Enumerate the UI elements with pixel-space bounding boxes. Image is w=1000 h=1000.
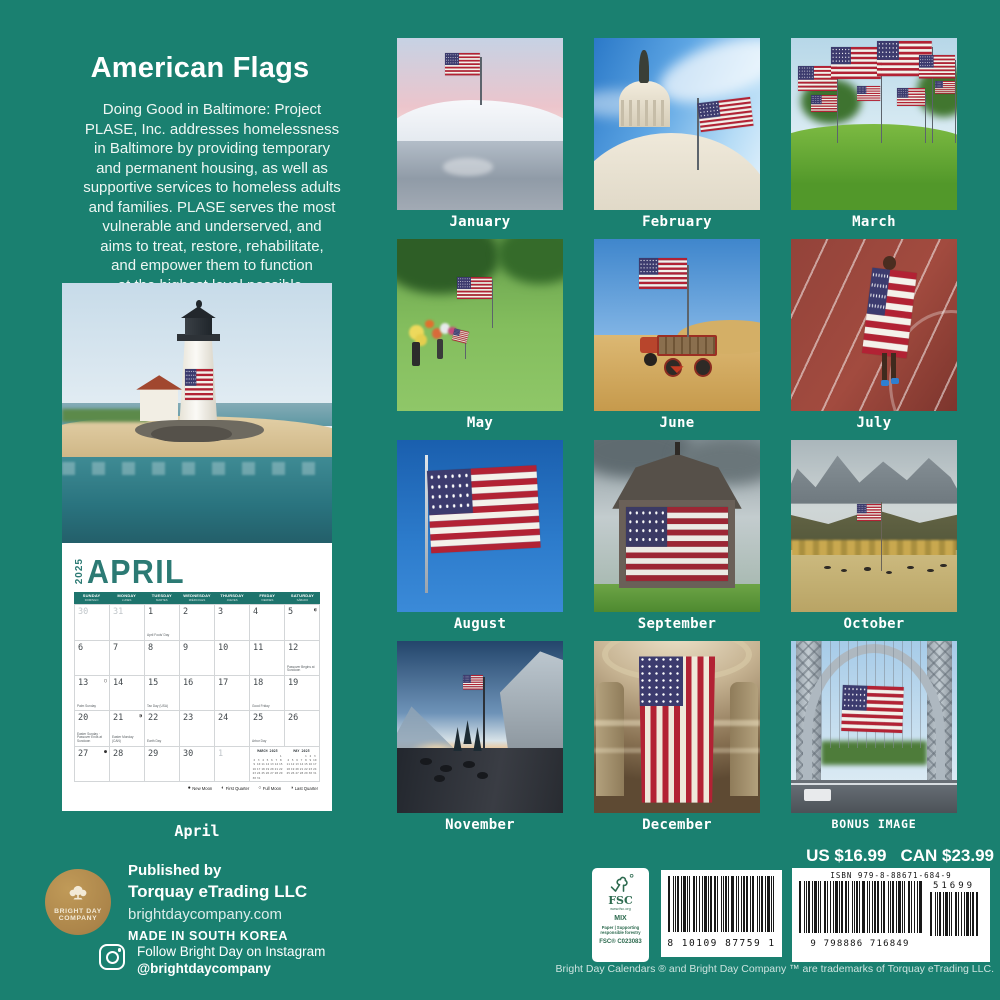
us-flag-graphic (426, 465, 540, 553)
day-cell: 24 (215, 711, 250, 746)
us-flag-graphic (919, 55, 956, 78)
day-cell: 4 (250, 605, 285, 640)
description-line: aims to treat, restore, rehabilitate, (100, 237, 324, 255)
month-thumbnails-grid (397, 38, 957, 833)
upc-digits: 8 10109 87759 1 (667, 938, 776, 949)
month-photo-march (791, 38, 957, 210)
month-label: July (856, 415, 892, 431)
isbn-barcode (792, 868, 990, 962)
day-cell: 30 (180, 747, 215, 782)
month-photo-november (397, 641, 563, 813)
month-label: December (642, 817, 712, 833)
day-cell: 2 (180, 605, 215, 640)
day-cell: 29 (145, 747, 180, 782)
month-photo-bonus (791, 641, 957, 813)
cover-photo-lighthouse (62, 283, 332, 543)
day-cell: 8 (145, 641, 180, 676)
weekday-cell: TUESDAY MARTES (151, 593, 172, 602)
day-cell: 30 (75, 605, 110, 640)
fsc-acronym: FSC (608, 894, 633, 907)
us-flag-graphic (457, 277, 492, 299)
fsc-url: www.fsc.org (610, 907, 631, 911)
month-tile-march (791, 38, 957, 230)
description-line: Doing Good in Baltimore: Project (102, 101, 322, 118)
us-flag-graphic (935, 81, 955, 94)
weekday-header (74, 592, 320, 604)
weekday-cell: SUNDAY DOMINGO (82, 593, 101, 602)
instagram-follow-line: Follow Bright Day on Instagram (137, 944, 326, 959)
us-flag-graphic (831, 47, 881, 79)
description-line: vulnerable and underserved, and (102, 218, 322, 235)
holiday-note: Earth Day (147, 739, 162, 744)
month-tile-june (594, 239, 760, 431)
month-label: January (449, 214, 511, 230)
publisher-website: brightdaycompany.com (128, 906, 282, 923)
month-label: February (642, 214, 712, 230)
holiday-note: Palm Sunday (77, 703, 96, 708)
day-cell: 5 ◐ (285, 605, 320, 640)
published-by-label: Published by (128, 862, 222, 879)
month-tile-january (397, 38, 563, 230)
isbn-addon-digits: 51699 (932, 881, 976, 891)
month-tile-november (397, 641, 563, 833)
day-cell: 1 April Fools' Day (145, 605, 180, 640)
isbn-addon-bars (929, 892, 979, 941)
month-tile-february (594, 38, 760, 230)
page-title: American Flags (90, 52, 310, 85)
price-can: CAN $23.99 (900, 846, 994, 865)
day-cell: 1 (215, 747, 250, 782)
us-flag-graphic (857, 86, 880, 101)
calendar-month-title: APRIL (87, 553, 185, 590)
holiday-note: Easter Monday (CAN) (112, 735, 134, 744)
month-tile-july (791, 239, 957, 431)
month-photo-august (397, 440, 563, 612)
us-flag-graphic (626, 507, 729, 581)
us-flag-graphic (185, 369, 213, 400)
day-cell: 9 (180, 641, 215, 676)
month-label: May (466, 415, 494, 431)
isbn-label: ISBN 979-8-88671-684-9 (830, 871, 952, 880)
month-photo-june (594, 239, 760, 411)
description-line: in Baltimore by providing temporary (94, 140, 330, 157)
logo-text-line2: COMPANY (58, 914, 98, 922)
month-label: October (843, 616, 905, 632)
weekday-cell: FRIDAY VIERNES (259, 593, 276, 602)
us-flag-graphic (842, 685, 905, 734)
calendar-year: 2025 (74, 558, 85, 585)
fsc-mix-label: MIX (614, 915, 627, 922)
month-photo-october (791, 440, 957, 612)
holiday-note: Easter Sunday · Passover Ends at Sundown (77, 731, 102, 744)
day-cell: 17 (215, 676, 250, 711)
day-cell: 22 Earth Day (145, 711, 180, 746)
fsc-certification-box (592, 868, 649, 962)
us-flag-graphic (811, 95, 838, 112)
holiday-note: Tax Day (USA) (147, 703, 169, 708)
isbn-bars (798, 881, 922, 938)
day-cell: 27 ● (75, 747, 110, 782)
price-us: US $16.99 (806, 846, 887, 865)
calendar-grid (74, 604, 320, 782)
tree-icon (65, 883, 91, 907)
day-cell: 18 Good Friday (250, 676, 285, 711)
month-label: BONUS IMAGE (831, 817, 917, 831)
weekday-cell: SATURDAY SÁBADO (290, 593, 314, 602)
day-cell: 10 (215, 641, 250, 676)
us-flag-graphic (697, 97, 753, 132)
moon-phase-marker: ○ (103, 677, 107, 684)
moon-phase-marker: ● (103, 748, 107, 755)
bright-day-logo (45, 869, 111, 935)
day-cell: 13 Palm Sunday ○ (75, 676, 110, 711)
month-photo-september (594, 440, 760, 612)
day-cell: 23 (180, 711, 215, 746)
weekday-cell: THURSDAY JUEVES (220, 593, 244, 602)
charity-description (50, 100, 374, 295)
day-cell: 16 (180, 676, 215, 711)
month-tile-september (594, 440, 760, 632)
description-line: and empower them to function (111, 257, 313, 274)
holiday-note: April Fools' Day (147, 632, 170, 637)
month-label: August (453, 616, 507, 632)
instagram-icon (99, 944, 125, 970)
month-label: June (659, 415, 695, 431)
moon-legend-item: ● New Moon (187, 785, 213, 792)
instagram-text (137, 943, 325, 977)
day-cell: 15 Tax Day (USA) (145, 676, 180, 711)
month-photo-january (397, 38, 563, 210)
day-cell: 3 (215, 605, 250, 640)
mini-months-cell (250, 747, 320, 782)
day-cell: 14 (110, 676, 145, 711)
moon-legend-item: ◑ Last Quarter (290, 785, 318, 792)
publisher-info (128, 862, 307, 943)
month-tile-december (594, 641, 760, 833)
month-photo-july (791, 239, 957, 411)
day-cell: 25 Arbor Day (250, 711, 285, 746)
fsc-license: FSC® C023083 (599, 938, 642, 945)
day-cell: 21 Easter Monday (CAN) ◑ (110, 711, 145, 746)
holiday-note: Passover Begins at Sundown (287, 664, 315, 673)
month-photo-february (594, 38, 760, 210)
day-cell: 31 (110, 605, 145, 640)
day-cell: 26 (285, 711, 320, 746)
fsc-tagline: Paper | Supporting responsible forestry (600, 925, 641, 936)
day-cell: 19 (285, 676, 320, 711)
us-flag-graphic (463, 675, 483, 690)
us-flag-graphic (857, 504, 881, 521)
day-cell: 7 (110, 641, 145, 676)
day-cell: 6 (75, 641, 110, 676)
day-cell: 11 (250, 641, 285, 676)
us-flag-graphic (897, 88, 925, 106)
weekday-cell: WEDNESDAY MIÉRCOLES (183, 593, 211, 602)
day-cell: 12 Passover Begins at Sundown (285, 641, 320, 676)
us-flag-graphic (639, 656, 715, 802)
weekday-cell: MONDAY LUNES (117, 593, 137, 602)
moon-phase-marker: ◐ (313, 607, 317, 614)
us-flag-graphic (639, 258, 687, 289)
description-line: PLASE, Inc. addresses homelessness (84, 120, 340, 138)
month-label: November (445, 817, 515, 833)
upc-bars (667, 876, 777, 937)
day-cell: 28 (110, 747, 145, 782)
made-in-label: MADE IN SOUTH KOREA (128, 929, 289, 943)
moon-legend-item: ◐ First Quarter (221, 785, 250, 792)
description-line: and permanent housing, as well as (96, 159, 328, 177)
fsc-tree-check-icon (608, 873, 634, 895)
publisher-name: Torquay eTrading LLC (128, 882, 308, 901)
month-tile-august (397, 440, 563, 632)
moon-phase-legend (76, 785, 318, 791)
cover-month-caption: April (174, 822, 220, 840)
holiday-note: Arbor Day (252, 739, 267, 744)
month-tile-bonus (791, 641, 957, 833)
moon-phase-marker: ◑ (138, 713, 142, 720)
price-line (792, 846, 994, 866)
upc-barcode (661, 870, 782, 957)
day-cell: 20 Easter Sunday · Passover Ends at Sundown (75, 711, 110, 746)
month-tile-may (397, 239, 563, 431)
us-flag-graphic (445, 53, 480, 75)
mini-month: MAY 2025 1 2 3 4 5 6 7 8 9 10 11 12 13 14 15 16 17 18 19 20 21 22 23 24 25 26 27 28 29 30 31 (286, 748, 317, 776)
month-photo-december (594, 641, 760, 813)
month-label: March (852, 214, 896, 230)
isbn-digits: 9 798886 716849 (810, 939, 910, 949)
description-line: supportive services to homeless adults (83, 179, 341, 196)
mini-month: MARCH 2025 1 2 3 4 5 6 7 8 9 10 11 12 13 14 15 16 17 18 19 20 21 22 23 24 25 26 27 28 29 30 31 (252, 748, 283, 780)
cover-preview (62, 283, 332, 840)
month-photo-may (397, 239, 563, 411)
cover-calendar (62, 543, 332, 811)
holiday-note: Good Friday (252, 703, 270, 708)
trademark-legal-text: Bright Day Calendars ® and Bright Day Company ™ are trademarks of Torquay eTrading LLC. (555, 963, 994, 975)
instagram-handle: @brightdaycompany (137, 961, 271, 976)
calendar-header (62, 543, 332, 592)
description-line: and families. PLASE serves the most (88, 198, 336, 216)
logo-text-line1: BRIGHT DAY (54, 907, 102, 915)
month-label: September (637, 616, 717, 632)
moon-legend-item: ○ Full Moon (258, 785, 282, 792)
month-tile-october (791, 440, 957, 632)
